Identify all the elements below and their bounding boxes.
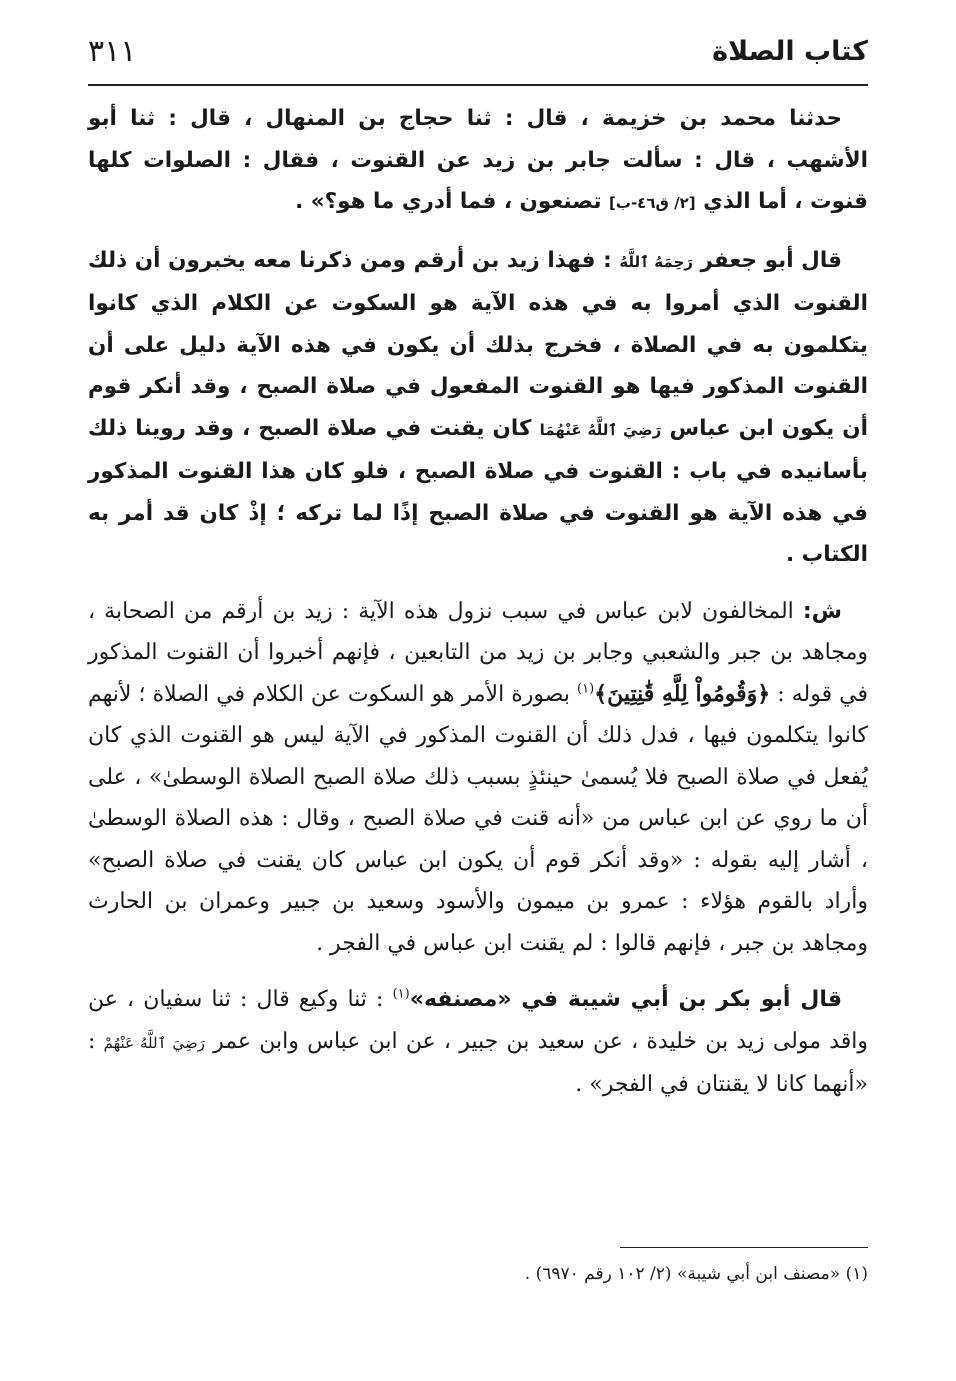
honorific: رَضِيَ ٱللَّهُ عَنْهُمْ — [103, 1033, 205, 1052]
footnote: (١) «مصنف ابن أبي شيبة» (٢/ ١٠٢ رقم ٦٩٧٠) . — [524, 1264, 868, 1284]
honorific: رَضِيَ ٱللَّهُ عَنْهُمَا — [539, 420, 662, 439]
footnote-rule — [620, 1247, 868, 1248]
text-run: بصورة الأمر هو السكوت عن الكلام في الصلاة ؛ لأنهم كانوا يتكلمون فيها ، فدل ذلك أن القنوت المذكور في الآية ليس هو القنوت الذي كان يُفعل في صلاة الصبح فلا يُسمىٰ حينئذٍ بسبب ذلك صلاة الصبح الصلاة الوسطىٰ» ، على أن ما روي عن ابن عباس من «أنه قنت في صلاة الصبح ، وقال : هذه الصلاة الوسطىٰ ، أشار إليه بقوله : «وقد أنكر قوم أن يكون ابن عباس كان يقنت في صلاة الصبح» وأراد بالقوم هؤلاء : عمرو بن ميمون والأسود وسعيد بن جبير وعمران بن الحارث ومجاهد بن جبر ، فإنهم قالوا : لم يقنت ابن عباس في الفجر . — [88, 681, 868, 956]
text-run: : فهذا زيد بن أرقم ومن ذكرنا معه يخبرون أن ذلك القنوت الذي أمروا به في هذه الآية هو السكوت عن الكلام الذي كانوا يتكلمون به في الصلاة ، فخرج بذلك أن يكون في هذه الآية دليل على أن القنوت المذكور فيها هو القنوت المفعول في صلاة الصبح ، وقد أنكر قوم أن يكون ابن عباس — [88, 247, 869, 441]
text-run: : «أنهما كانا لا يقنتان في الفجر» . — [88, 1028, 868, 1097]
source-citation: قال أبو بكر بن أبي شيبة في «مصنفه» — [409, 987, 842, 1012]
page-header — [88, 28, 868, 78]
text-run: : ثنا وكيع قال : ثنا سفيان ، عن واقد مولى زيد بن خليدة ، عن سعيد بن جبير ، عن ابن عباس وابن عمر — [88, 987, 869, 1054]
footnote-mark: (١) — [392, 986, 410, 1002]
chapter-title: كتاب الصلاة — [712, 36, 868, 67]
paragraph-commentary — [88, 591, 868, 965]
honorific: رَحِمَهُ ٱللَّهُ — [619, 252, 693, 271]
paragraph-hadith — [88, 98, 868, 225]
quran-verse: ﴿وَقُومُواْ لِلَّهِ قَٰنِتِينَ﴾ — [594, 680, 771, 707]
main-text — [88, 98, 868, 1106]
commentary-marker: ش: — [802, 598, 842, 624]
text-run: كان يقنت في صلاة الصبح ، وقد روينا ذلك بأسانيده في باب : القنوت في صلاة الصبح ، فلو كان هذا القنوت المذكور في هذه الآية هو القنوت في صلاة الصبح إذًا لما تركه ؛ إذْ كان قد أمر به الكتاب . — [88, 415, 868, 567]
header-rule — [88, 84, 868, 86]
text-run: تصنعون ، فما أدري ما هو؟» . — [295, 189, 610, 214]
text-run: المخالفون لابن عباس في سبب نزول هذه الآية : زيد بن أرقم من الصحابة ، ومجاهد بن جبر والشعبي وجابر بن زيد من التابعين ، فإنهم أخبروا أن القنوت المذكور في قوله : — [88, 598, 869, 707]
manuscript-ref: [٢/ ق٤٦-ب] — [609, 194, 696, 212]
text-run: حدثنا محمد بن خزيمة ، قال : ثنا حجاج بن المنهال ، قال : ثنا أبو الأشهب ، قال : سألت جابر بن زيد عن القنوت ، فقال : الصلوات كلها قنوت ، أما الذي — [88, 106, 868, 214]
paragraph-abu-jafar — [88, 240, 868, 576]
page-number: ٣١١ — [88, 34, 137, 69]
paragraph-ibn-abi-shayba — [88, 979, 868, 1106]
footnote-mark: (١) — [577, 681, 595, 697]
text-run: قال أبو جعفر — [692, 247, 842, 273]
